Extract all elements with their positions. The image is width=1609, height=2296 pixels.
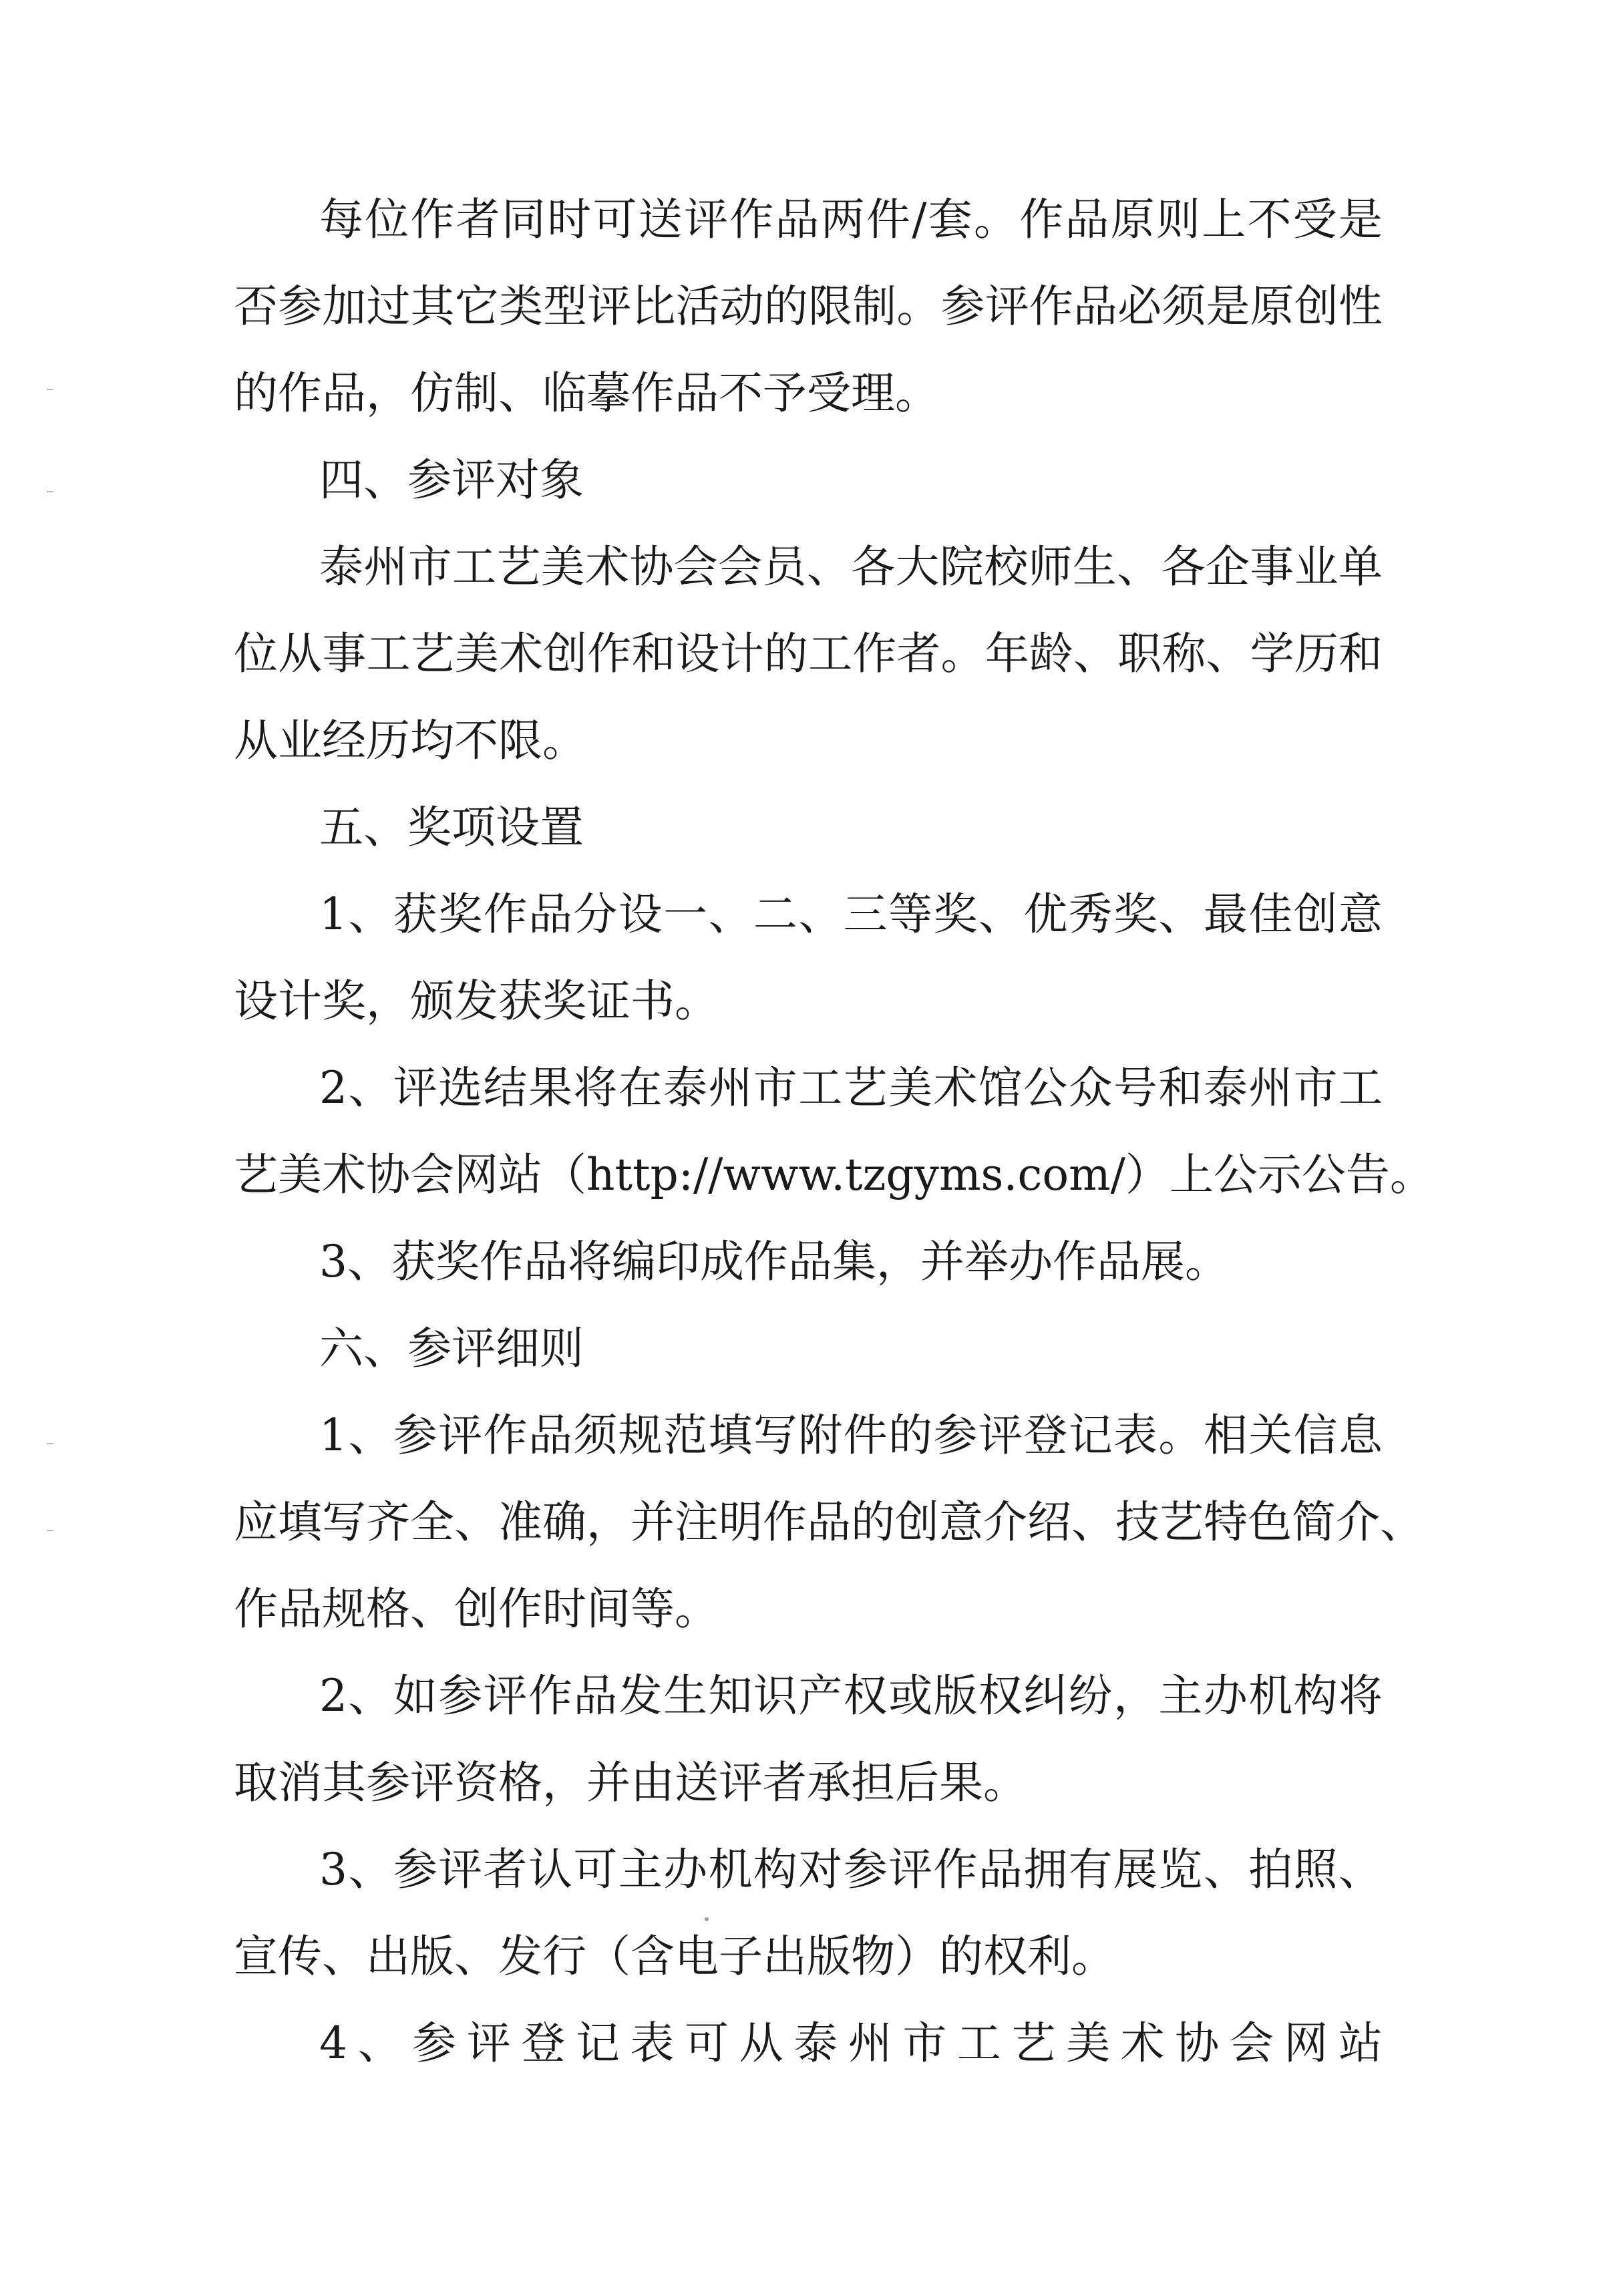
scan-mark [47,1443,53,1444]
list-item: 2、评选结果将在泰州市工艺美术馆公众号和泰州市工 [319,1062,1383,1114]
list-item: 3、获奖作品将编印成作品集，并举办作品展。 [319,1236,1229,1287]
body-line: 泰州市工艺美术协会会员、各大院校师生、各企事业单 [319,541,1383,593]
body-line: 宣传、出版、发行（含电子出版物）的权利。 [234,1931,1115,1982]
list-item: 2、如参评作品发生知识产权或版权纠纷，主办机构将 [319,1670,1383,1721]
body-line: 从业经历均不限。 [234,715,586,766]
body-line: 设计奖，颁发获奖证书。 [234,975,719,1027]
section-heading: 六、参评细则 [319,1323,584,1374]
list-item: 3、参评者认可主办机构对参评作品拥有展览、拍照、 [319,1844,1383,1895]
body-line: 取消其参评资格，并由送评者承担后果。 [234,1757,1027,1808]
section-heading: 四、参评对象 [319,454,584,506]
section-heading: 五、奖项设置 [319,802,584,853]
body-line: 否参加过其它类型评比活动的限制。参评作品必须是原创性 [234,281,1383,332]
body-line: 位从事工艺美术创作和设计的工作者。年龄、职称、学历和 [234,628,1383,679]
body-line: 每位作者同时可送评作品两件/套。作品原则上不受是 [319,194,1383,245]
scan-mark [47,491,53,492]
scan-speck [705,1917,709,1921]
body-line: 作品规格、创作时间等。 [234,1583,719,1635]
list-item: 4、参评登记表可从泰州市工艺美术协会网站 [319,2017,1383,2069]
body-line: 的作品，仿制、临摹作品不予受理。 [234,367,939,419]
body-line: 艺美术协会网站（http://www.tzgyms.com/）上公示公告。 [234,1149,1434,1200]
list-item: 1、获奖作品分设一、二、三等奖、优秀奖、最佳创意 [319,888,1383,940]
list-item: 1、参评作品须规范填写附件的参评登记表。相关信息 [319,1410,1383,1461]
scan-mark [47,1530,53,1531]
body-line: 应填写齐全、准确，并注明作品的创意介绍、技艺特色简介、 [234,1496,1424,1548]
scan-mark [47,389,53,390]
